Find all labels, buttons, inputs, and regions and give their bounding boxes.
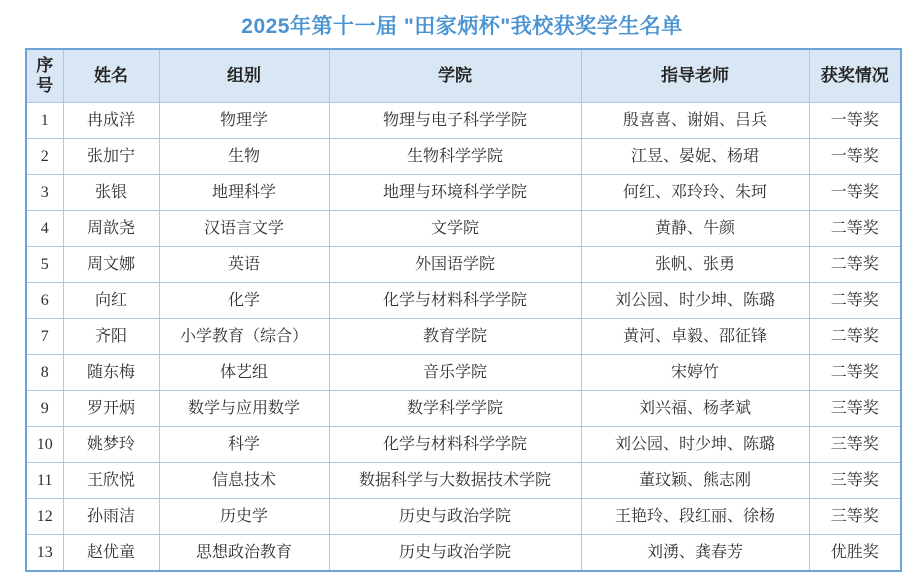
cell-no: 2 (26, 139, 63, 175)
table-row (26, 139, 901, 175)
cell-college: 历史与政治学院 (329, 499, 581, 535)
cell-group: 化学 (159, 283, 329, 319)
column-header-advisors: 指导老师 (581, 49, 809, 103)
cell-group: 英语 (159, 247, 329, 283)
column-header-name: 姓名 (63, 49, 159, 103)
cell-college: 数学科学学院 (329, 391, 581, 427)
cell-award: 二等奖 (809, 355, 901, 391)
cell-college: 教育学院 (329, 319, 581, 355)
cell-no: 7 (26, 319, 63, 355)
column-header-award: 获奖情况 (809, 49, 901, 103)
table-row (26, 355, 901, 391)
header-row (26, 49, 901, 103)
cell-name: 赵优童 (63, 535, 159, 572)
cell-group: 科学 (159, 427, 329, 463)
table-row (26, 427, 901, 463)
table-body (26, 103, 901, 572)
cell-college: 历史与政治学院 (329, 535, 581, 572)
cell-award: 优胜奖 (809, 535, 901, 572)
cell-award: 三等奖 (809, 391, 901, 427)
column-header-no: 序号 (26, 49, 63, 103)
cell-advisors: 刘公园、时少坤、陈璐 (581, 283, 809, 319)
cell-award: 二等奖 (809, 247, 901, 283)
cell-no: 5 (26, 247, 63, 283)
page-title: 2025年第十一届 "田家炳杯"我校获奖学生名单 (241, 15, 683, 38)
cell-group: 数学与应用数学 (159, 391, 329, 427)
cell-no: 13 (26, 535, 63, 572)
cell-college: 生物科学学院 (329, 139, 581, 175)
cell-college: 物理与电子科学学院 (329, 103, 581, 139)
cell-award: 二等奖 (809, 211, 901, 247)
cell-advisors: 王艳玲、段红丽、徐杨 (581, 499, 809, 535)
table-row (26, 175, 901, 211)
cell-advisors: 殷喜喜、谢娟、吕兵 (581, 103, 809, 139)
cell-group: 体艺组 (159, 355, 329, 391)
table-row (26, 535, 901, 572)
cell-name: 王欣悦 (63, 463, 159, 499)
cell-group: 物理学 (159, 103, 329, 139)
cell-advisors: 江昱、晏妮、杨珺 (581, 139, 809, 175)
cell-award: 一等奖 (809, 139, 901, 175)
cell-group: 信息技术 (159, 463, 329, 499)
cell-no: 4 (26, 211, 63, 247)
cell-college: 化学与材料科学学院 (329, 427, 581, 463)
cell-name: 周文娜 (63, 247, 159, 283)
cell-advisors: 刘湧、龚春芳 (581, 535, 809, 572)
cell-group: 思想政治教育 (159, 535, 329, 572)
cell-advisors: 刘兴福、杨孝斌 (581, 391, 809, 427)
cell-group: 地理科学 (159, 175, 329, 211)
column-header-college: 学院 (329, 49, 581, 103)
table-row (26, 211, 901, 247)
cell-no: 10 (26, 427, 63, 463)
award-table (25, 48, 902, 572)
cell-name: 周歆尧 (63, 211, 159, 247)
cell-group: 汉语言文学 (159, 211, 329, 247)
cell-no: 6 (26, 283, 63, 319)
cell-award: 二等奖 (809, 283, 901, 319)
cell-advisors: 宋婷竹 (581, 355, 809, 391)
cell-name: 随东梅 (63, 355, 159, 391)
table-row (26, 499, 901, 535)
cell-group: 历史学 (159, 499, 329, 535)
cell-name: 张银 (63, 175, 159, 211)
cell-name: 张加宁 (63, 139, 159, 175)
cell-no: 11 (26, 463, 63, 499)
cell-award: 二等奖 (809, 319, 901, 355)
cell-advisors: 何红、邓玲玲、朱珂 (581, 175, 809, 211)
cell-college: 音乐学院 (329, 355, 581, 391)
cell-no: 8 (26, 355, 63, 391)
cell-college: 数据科学与大数据技术学院 (329, 463, 581, 499)
table-row (26, 391, 901, 427)
table-header (26, 49, 901, 103)
cell-name: 向红 (63, 283, 159, 319)
table-row (26, 463, 901, 499)
cell-award: 三等奖 (809, 463, 901, 499)
cell-name: 姚梦玲 (63, 427, 159, 463)
cell-award: 三等奖 (809, 499, 901, 535)
column-header-group: 组别 (159, 49, 329, 103)
cell-college: 外国语学院 (329, 247, 581, 283)
cell-advisors: 黄河、卓毅、邵征锋 (581, 319, 809, 355)
cell-name: 孙雨洁 (63, 499, 159, 535)
cell-group: 生物 (159, 139, 329, 175)
cell-group: 小学教育（综合） (159, 319, 329, 355)
table-row (26, 247, 901, 283)
cell-award: 三等奖 (809, 427, 901, 463)
cell-no: 9 (26, 391, 63, 427)
cell-award: 一等奖 (809, 103, 901, 139)
cell-advisors: 张帆、张勇 (581, 247, 809, 283)
cell-advisors: 刘公园、时少坤、陈璐 (581, 427, 809, 463)
cell-advisors: 黄静、牛颜 (581, 211, 809, 247)
table-row (26, 103, 901, 139)
cell-college: 文学院 (329, 211, 581, 247)
cell-no: 1 (26, 103, 63, 139)
cell-advisors: 董玟颖、熊志刚 (581, 463, 809, 499)
cell-award: 一等奖 (809, 175, 901, 211)
table-row (26, 319, 901, 355)
cell-college: 地理与环境科学学院 (329, 175, 581, 211)
cell-college: 化学与材料科学学院 (329, 283, 581, 319)
table-row (26, 283, 901, 319)
cell-no: 12 (26, 499, 63, 535)
cell-name: 齐阳 (63, 319, 159, 355)
cell-no: 3 (26, 175, 63, 211)
cell-name: 罗开炳 (63, 391, 159, 427)
cell-name: 冉成洋 (63, 103, 159, 139)
